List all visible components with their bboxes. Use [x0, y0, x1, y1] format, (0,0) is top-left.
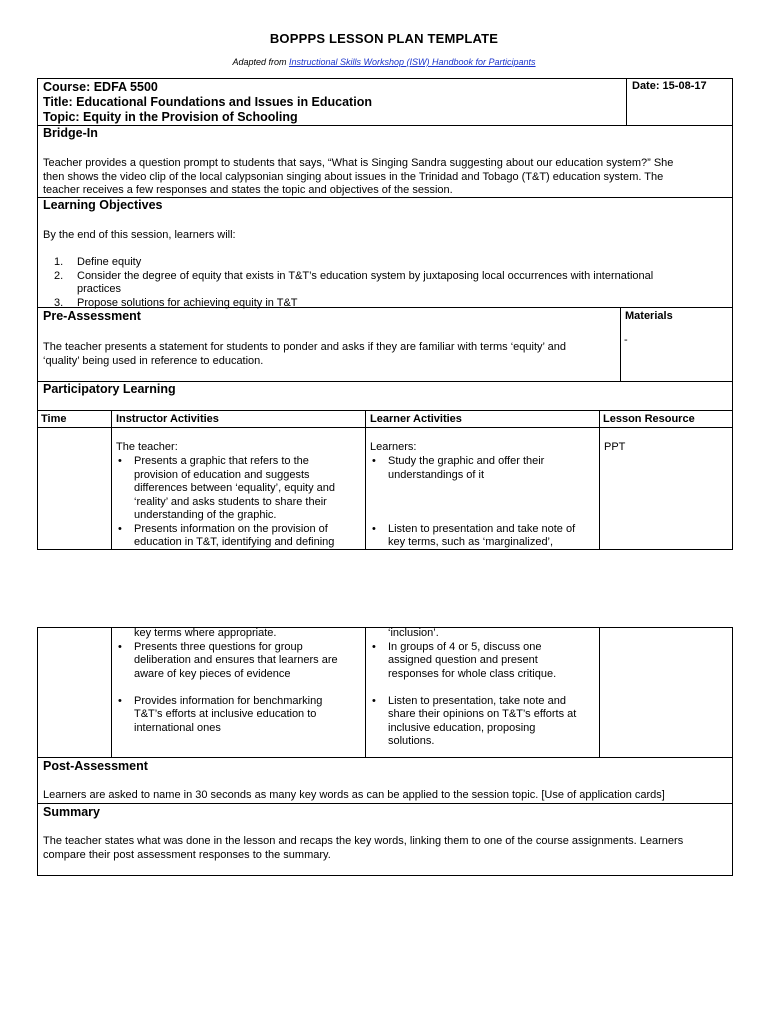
- summary-line-1: The teacher states what was done in the lesson and recaps the key words, linking them to one of the course assignments. Learners: [43, 835, 684, 847]
- learner-activities-page1: [370, 455, 616, 550]
- learners-intro: Learners:: [370, 441, 417, 453]
- column-header-instructor: Instructor Activities: [116, 413, 219, 425]
- materials-heading: Materials: [625, 310, 673, 322]
- objective-item: 3. Propose solutions for achieving equity in T&T: [54, 296, 298, 309]
- column-header-time: Time: [41, 413, 67, 425]
- bridge-in-line-3: teacher receives a few responses and states the topic and objectives of the session.: [43, 184, 453, 196]
- column-header-resource: Lesson Resource: [603, 413, 695, 425]
- summary-line-2: compare their post assessment responses to the summary.: [43, 848, 331, 861]
- list-item: • In groups of 4 or 5, discuss one assigned question and present responses for whole class critique.: [388, 641, 616, 682]
- teacher-intro: The teacher:: [116, 441, 178, 453]
- adapted-from-note: [0, 57, 768, 67]
- list-item: • Provides information for benchmarking T&T’s efforts at inclusive education to international ones: [134, 695, 380, 736]
- course-title: Title: Educational Foundations and Issues in Education: [43, 95, 372, 109]
- column-header-learner: Learner Activities: [370, 413, 462, 425]
- list-item: • Presents information on the provision of education in T&T, identifying and defining: [134, 523, 380, 550]
- objectives-intro: By the end of this session, learners will:: [43, 229, 236, 241]
- list-item: • Presents a graphic that refers to the provision of education and suggests differences between ‘equality’, equity and ‘reality’ and asks students to share their understanding of the graphic.: [134, 455, 380, 523]
- course-topic: Topic: Equity in the Provision of Schooling: [43, 110, 298, 124]
- lesson-resource-value: PPT: [604, 441, 626, 453]
- objectives-list: [54, 256, 653, 310]
- participatory-learning-heading: Participatory Learning: [43, 382, 176, 396]
- pre-assessment-line-1: The teacher presents a statement for students to ponder and asks if they are familiar with terms ‘equity’ and: [43, 341, 566, 353]
- materials-value: -: [624, 334, 628, 346]
- pre-assessment-heading: Pre-Assessment: [43, 309, 141, 323]
- isw-handbook-link[interactable]: Instructional Skills Workshop (ISW) Handbook for Participants: [288, 57, 536, 67]
- adapted-prefix: Adapted from: [232, 57, 289, 67]
- bridge-in-line-2: then shows the video clip of the local calypsonian singing about issues in the Trinidad and Tobago (T&T) education system. The: [43, 170, 664, 183]
- lesson-date: Date: 15-08-17: [632, 80, 707, 92]
- list-item: • Listen to presentation, take note and share their opinions on T&T’s efforts at inclusive education, proposing solutions.: [388, 695, 616, 749]
- pre-assessment-line-2: ‘quality’ being used in reference to education.: [43, 354, 264, 367]
- post-assessment-heading: Post-Assessment: [43, 759, 148, 773]
- learning-objectives-heading: Learning Objectives: [43, 198, 163, 212]
- list-item: • Listen to presentation and take note of key terms, such as ‘marginalized’,: [388, 523, 616, 550]
- summary-heading: Summary: [43, 805, 100, 819]
- list-item: • Presents three questions for group deliberation and ensures that learners are aware of key pieces of evidence: [134, 641, 380, 682]
- list-item: • Study the graphic and offer their understandings of it: [388, 455, 616, 482]
- bridge-in-heading: Bridge-In: [43, 126, 98, 140]
- objective-item: 2. Consider the degree of equity that exists in T&T’s education system by juxtaposing local occurrences with international practices: [54, 269, 654, 295]
- learner-continuation: ‘inclusion’.: [388, 627, 439, 639]
- instructor-continuation: key terms where appropriate.: [134, 627, 277, 639]
- learner-activities-page2: [370, 641, 616, 749]
- instructor-activities-page2: [116, 641, 380, 736]
- course-code: Course: EDFA 5500: [43, 80, 158, 94]
- bridge-in-line-1: Teacher provides a question prompt to students that says, “What is Singing Sandra suggesting about our education system?” She: [43, 157, 674, 169]
- objective-item: 1. Define equity: [54, 256, 142, 268]
- instructor-activities-page1: [116, 455, 380, 550]
- document-title: BOPPPS LESSON PLAN TEMPLATE: [269, 31, 499, 46]
- post-assessment-text: Learners are asked to name in 30 seconds as many key words as can be applied to the session topic. [Use of application cards]: [43, 789, 665, 801]
